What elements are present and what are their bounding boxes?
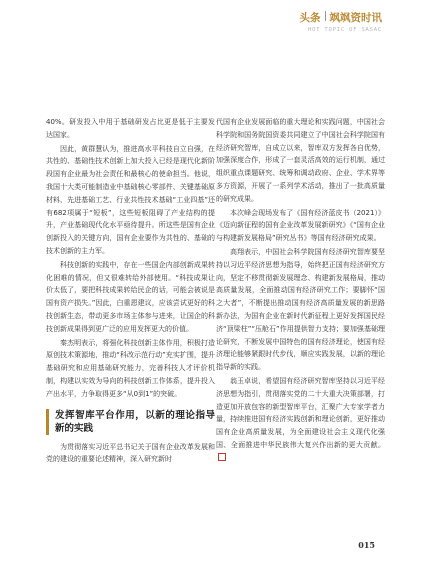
- left-column: [46, 116, 215, 467]
- body-paragraph-final: [216, 375, 385, 465]
- body-paragraph: 代国有企业发展面临的重大理论和实践问题，中国社会科学院和国务院国资委共同建立了中国社会科学院国有经济研究智库，自成立以来，智库双方发挥各自优势，加强深度合作，形成了一套灵活高效的运行机制，通过组织重点课题研究、统筹和调动政府、企业、学术界等多方资源，开展了一系列学术活动，推出了一批高质量的研究成果。: [216, 118, 385, 203]
- header-column-keyword: 头条: [299, 12, 321, 24]
- final-paragraph-text: 翁玉卓说，希望国有经济研究智库坚持以习近平经济思想为指引，贯彻落实党的二十大重大决策部署，打造更加开放包容的新型智库平台，汇聚广大专家学者力量，持续推进国有经济实践创新和理论创新，更好推动国有企业高质量发展，为全面建设社会主义现代化强国、全面推进中华民族伟大复兴作出新的更大贡献。: [216, 376, 385, 449]
- header-divider: [325, 11, 326, 21]
- body-paragraph: 高翔表示，中国社会科学院国有经济研究智库要坚持以习近平经济思想为指导，始终把正国有经济研究方向，坚定不移贯彻新发展理念、构建新发展格局，推动高质量发展，全面推动国有经济研究工作；要脚怀“国之大者”，不断提出推动国有经济高质量发展的新思路新办法，为国有企业在新时代新征程上更好发挥国民经济“顶梁柱”“压舱石”作用提供智力支持；要加强基础理论研究，不断发展中国特色的国有经济理论，使国有经济理论能够紧跟时代步伐，顺应实践发展，以新的理论指导新的实践。: [216, 247, 385, 372]
- body-paragraph: 科技创新的实践中，存在一些国企内部创新成果转化困难的情况，但又很难转给外部使用。“科技成果让价太低了，要把科技成果转给民企的话，可能会被说是国有资产损失。”因此，白重恩建议，应该尝试更好的科技创新生态，带动更多市场主体参与进来，让国企的科技创新成果得到更广泛的应用发挥更大的价值。: [46, 260, 215, 333]
- right-column: [216, 116, 385, 466]
- header-title-row: [300, 10, 383, 25]
- section-subheading: 发挥智库平台作用，以新的理论指导新的实践: [46, 409, 215, 435]
- page-number: 015: [358, 540, 375, 550]
- article-end-icon: [218, 453, 226, 461]
- body-paragraph: 秦杰明表示，将强化科技创新主体作用，积极打造原创技术策源地，推动“科改示范行动”充实扩围，提升基础研究和应用基础研究能力，完善科技人才评价机制，构建以实效为导向的科技创新工作体系，提升投入产出水平，力争取得更多“从0到1”的突破。: [46, 338, 215, 398]
- body-paragraph: 40%。研发投入中用于基础研发占比更是低于主要发达国家。: [46, 118, 215, 139]
- body-paragraph: 因此，黄群慧认为，推进高水平科技自立自强，在共性的、基础性技术创新上加大投入已经是现代化新阶段国有企业最为社会责任和最核心的使命担当。他说，我国十大类可能制造业中基础核心零部件、关键基础原材料、先进基础工艺、行业共性技术基础“工业四基”还有682项属于“短板”，这些短板阻碍了产业结构的提升，产业基础现代化水平亟待提升。所这些是国有企业创新投入的关键方向，国有企业要作为共性的、基础的技术创新的主力军。: [46, 144, 215, 255]
- header-column-name: 飒飒资时讯: [329, 12, 382, 24]
- page-header: [300, 10, 383, 40]
- body-paragraph: 本次峰会现场发布了《国有经济蓝皮书（2021）》《迈向新征程的国有企业改革发展新研究》《“国有企业与构建新发展格局”研究丛书》等国有经济研究成果。: [216, 208, 385, 243]
- body-paragraph: 为贯彻落实习近平总书记关于国有企业改革发展和党的建设的重要论述精神，深入研究新时: [46, 442, 215, 464]
- header-english-title: HOT TOPIC OF SASAC: [307, 27, 382, 33]
